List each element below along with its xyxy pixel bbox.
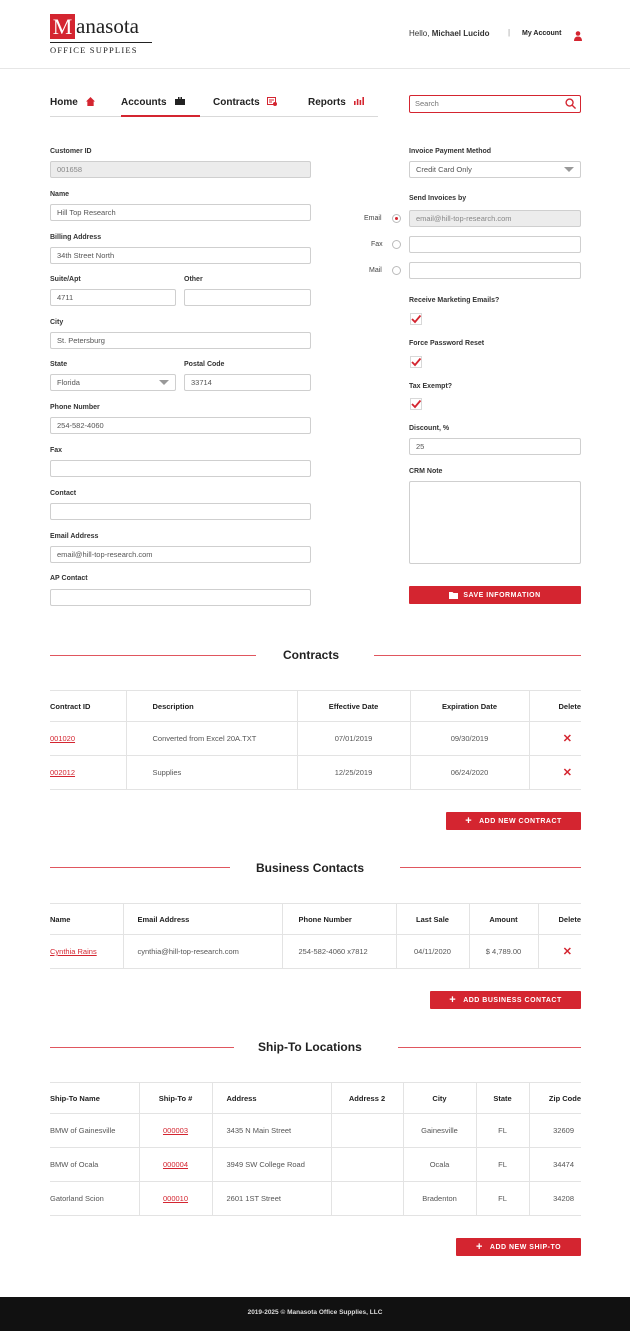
table-cell: FL (476, 1148, 529, 1182)
ship-to-number-link[interactable]: 000010 (162, 1194, 189, 1203)
greeting-text: Hello, (409, 29, 430, 38)
contracts-table (50, 690, 581, 790)
ap-contact-label: AP Contact (50, 575, 88, 582)
column-header: Phone Number (282, 904, 396, 935)
search-box[interactable] (409, 95, 581, 113)
nav-tab-home[interactable] (50, 97, 95, 108)
table-cell: 04/11/2020 (396, 935, 469, 969)
table-cell: 06/24/2020 (410, 756, 529, 790)
save-button-label: SAVE INFORMATION (463, 591, 541, 599)
table-cell: BMW of Gainesville (50, 1114, 139, 1148)
greeting (409, 29, 489, 38)
logo-wordmark: anasota (76, 14, 139, 38)
column-header: Last Sale (396, 904, 469, 935)
table-cell: FL (476, 1182, 529, 1216)
nav-tab-accounts-label: Accounts (121, 97, 167, 108)
footer (0, 1297, 630, 1331)
invoice-email-field: email@hill-top-research.com (409, 210, 581, 227)
table-cell: 2601 1ST Street (212, 1182, 331, 1216)
postal-code-field[interactable]: 33714 (184, 374, 311, 391)
table-cell: Gatorland Scion (50, 1182, 139, 1216)
table-row (50, 1114, 581, 1148)
table-cell: BMW of Ocala (50, 1148, 139, 1182)
contracts-line-right (374, 655, 581, 656)
customer-id-field: 001658 (50, 161, 311, 178)
delete-icon[interactable]: ✕ (562, 733, 572, 745)
logo-subtitle: OFFICE SUPPLIES (50, 45, 138, 55)
ship-to-table (50, 1082, 581, 1216)
nav-tab-contracts[interactable] (213, 97, 277, 108)
contacts-line-left (50, 867, 230, 868)
table-header-row (50, 1083, 581, 1114)
nav-tab-contracts-label: Contracts (213, 97, 260, 108)
table-cell: Supplies (126, 756, 297, 790)
column-header: Description (126, 691, 297, 722)
column-header: Delete (538, 904, 581, 935)
ship-to-number-link[interactable]: 000003 (162, 1126, 189, 1135)
billing-address-label: Billing Address (50, 234, 102, 241)
contracts-title: Contracts (283, 648, 340, 662)
table-cell: 09/30/2019 (410, 722, 529, 756)
postal-code-label: Postal Code (184, 361, 225, 368)
ship-to-number-link[interactable]: 000004 (162, 1160, 189, 1169)
table-row (50, 756, 581, 790)
column-header: Ship-To # (139, 1083, 212, 1114)
column-header: Email Address (123, 904, 282, 935)
ap-contact-field[interactable] (50, 589, 311, 606)
discount-label: Discount, % (409, 425, 450, 432)
plus-icon: + (449, 994, 457, 1006)
table-cell (331, 1182, 403, 1216)
table-cell: 3435 N Main Street (212, 1114, 331, 1148)
delete-icon[interactable]: ✕ (562, 946, 572, 958)
table-cell (331, 1148, 403, 1182)
column-header: Ship-To Name (50, 1083, 139, 1114)
nav-active-indicator (121, 115, 200, 117)
invoice-email-radio[interactable] (392, 214, 401, 223)
logo[interactable] (50, 14, 155, 56)
table-cell: 3949 SW College Road (212, 1148, 331, 1182)
table-cell: 32609 (529, 1114, 581, 1148)
contracts-line-left (50, 655, 256, 656)
table-row (50, 1182, 581, 1216)
header-separator: | (508, 28, 511, 37)
crm-note-label: CRM Note (409, 468, 443, 475)
delete-icon[interactable]: ✕ (562, 767, 572, 779)
state-value: Florida (57, 378, 80, 387)
nav-underline (50, 116, 378, 117)
payment-method-label: Invoice Payment Method (409, 148, 492, 155)
other-label: Other (184, 276, 203, 283)
user-icon[interactable] (574, 28, 582, 38)
column-header: Amount (469, 904, 538, 935)
column-header: Delete (529, 691, 581, 722)
table-header-row (50, 691, 581, 722)
suite-label: Suite/Apt (50, 276, 81, 283)
city-label: City (50, 319, 64, 326)
table-cell: Ocala (403, 1148, 476, 1182)
password-reset-label: Force Password Reset (409, 340, 485, 347)
table-cell: Gainesville (403, 1114, 476, 1148)
contact-label: Contact (50, 490, 77, 497)
table-cell: $ 4,789.00 (469, 935, 538, 969)
shipto-line-right (398, 1047, 581, 1048)
logo-underline (50, 42, 152, 43)
column-header: Address (212, 1083, 331, 1114)
search-icon[interactable] (565, 98, 576, 109)
email-field[interactable]: email@hill-top-research.com (50, 546, 311, 563)
save-button[interactable] (409, 586, 581, 604)
invoice-email-label: Email (364, 215, 382, 222)
shipto-line-left (50, 1047, 234, 1048)
column-header: Effective Date (297, 691, 410, 722)
tax-exempt-label: Tax Exempt? (409, 383, 453, 390)
table-row (50, 722, 581, 756)
invoice-fax-radio[interactable] (392, 240, 401, 249)
send-invoices-label: Send Invoices by (409, 195, 467, 202)
plus-icon: + (465, 815, 473, 827)
contract-id-link[interactable]: 001020 (50, 734, 76, 743)
discount-field[interactable]: 25 (409, 438, 581, 455)
nav-tab-reports[interactable] (308, 97, 364, 108)
invoice-fax-field[interactable] (409, 236, 581, 253)
tax-exempt-checkbox[interactable] (410, 398, 422, 410)
city-field[interactable]: St. Petersburg (50, 332, 311, 349)
table-cell: cynthia@hill-top-research.com (123, 935, 282, 969)
contract-id-link[interactable]: 002012 (50, 768, 76, 777)
marketing-emails-label: Receive Marketing Emails? (409, 297, 500, 304)
column-header: City (403, 1083, 476, 1114)
table-cell (331, 1114, 403, 1148)
table-row (50, 1148, 581, 1182)
phone-label: Phone Number (50, 404, 100, 411)
suite-field[interactable]: 4711 (50, 289, 176, 306)
search-input[interactable] (415, 97, 555, 110)
email-label: Email Address (50, 533, 99, 540)
add-contract-button[interactable] (446, 812, 581, 830)
folder-icon (449, 592, 458, 599)
phone-field[interactable]: 254-582-4060 (50, 417, 311, 434)
chevron-down-icon (564, 167, 574, 172)
invoice-mail-field[interactable] (409, 262, 581, 279)
table-cell: 12/25/2019 (297, 756, 410, 790)
billing-address-field[interactable]: 34th Street North (50, 247, 311, 264)
add-ship-to-button[interactable] (456, 1238, 581, 1256)
my-account-link[interactable]: My Account (522, 30, 562, 37)
fax-label: Fax (50, 447, 63, 454)
payment-method-value: Credit Card Only (416, 165, 472, 174)
nav-tab-home-label: Home (50, 97, 78, 108)
column-header: Contract ID (50, 691, 126, 722)
invoice-mail-label: Mail (369, 267, 382, 274)
add-contract-label: ADD NEW CONTRACT (479, 817, 562, 825)
add-ship-to-label: ADD NEW SHIP-TO (489, 1243, 562, 1251)
name-field[interactable]: Hill Top Research (50, 204, 311, 221)
table-cell: FL (476, 1114, 529, 1148)
fax-field[interactable] (50, 460, 311, 477)
nav-tab-reports-label: Reports (308, 97, 346, 108)
column-header: Name (50, 904, 123, 935)
business-contacts-table (50, 903, 581, 969)
nav-tab-accounts[interactable] (121, 97, 185, 108)
table-header-row (50, 904, 581, 935)
password-reset-checkbox[interactable] (410, 356, 422, 368)
column-header: Zip Code (529, 1083, 581, 1114)
contact-field[interactable] (50, 503, 311, 520)
table-row (50, 935, 581, 969)
briefcase-icon (175, 97, 185, 105)
table-cell: 34474 (529, 1148, 581, 1182)
table-cell: 254-582-4060 x7812 (282, 935, 396, 969)
business-contacts-title: Business Contacts (256, 861, 365, 875)
customer-id-label: Customer ID (50, 148, 92, 155)
invoice-fax-label: Fax (371, 241, 383, 248)
chevron-down-icon (159, 380, 169, 385)
column-header: State (476, 1083, 529, 1114)
bar-chart-icon (354, 97, 364, 105)
state-select[interactable] (50, 374, 176, 391)
ship-to-title: Ship-To Locations (258, 1040, 362, 1054)
contact-name-link[interactable]: Cynthia Rains (50, 947, 97, 956)
table-cell: 07/01/2019 (297, 722, 410, 756)
table-cell: 34208 (529, 1182, 581, 1216)
column-header: Expiration Date (410, 691, 529, 722)
crm-note-textarea[interactable] (409, 481, 581, 564)
marketing-checkbox[interactable] (410, 313, 422, 325)
footer-text: 2019-2025 © Manasota Office Supplies, LLC (247, 1309, 383, 1316)
contacts-line-right (400, 867, 581, 868)
name-label: Name (50, 191, 70, 198)
user-name: Michael Lucido (431, 29, 490, 38)
plus-icon: + (475, 1241, 483, 1253)
other-field[interactable] (184, 289, 311, 306)
contract-icon (267, 97, 277, 106)
table-cell: Converted from Excel 20A.TXT (126, 722, 297, 756)
home-icon (86, 97, 95, 106)
invoice-mail-radio[interactable] (392, 266, 401, 275)
state-label: State (50, 361, 68, 368)
add-business-contact-label: ADD BUSINESS CONTACT (463, 996, 562, 1004)
column-header: Address 2 (331, 1083, 403, 1114)
add-business-contact-button[interactable] (430, 991, 581, 1009)
payment-method-select[interactable] (409, 161, 581, 178)
logo-mark: M (50, 14, 75, 39)
table-cell: Bradenton (403, 1182, 476, 1216)
header-divider (0, 68, 630, 69)
